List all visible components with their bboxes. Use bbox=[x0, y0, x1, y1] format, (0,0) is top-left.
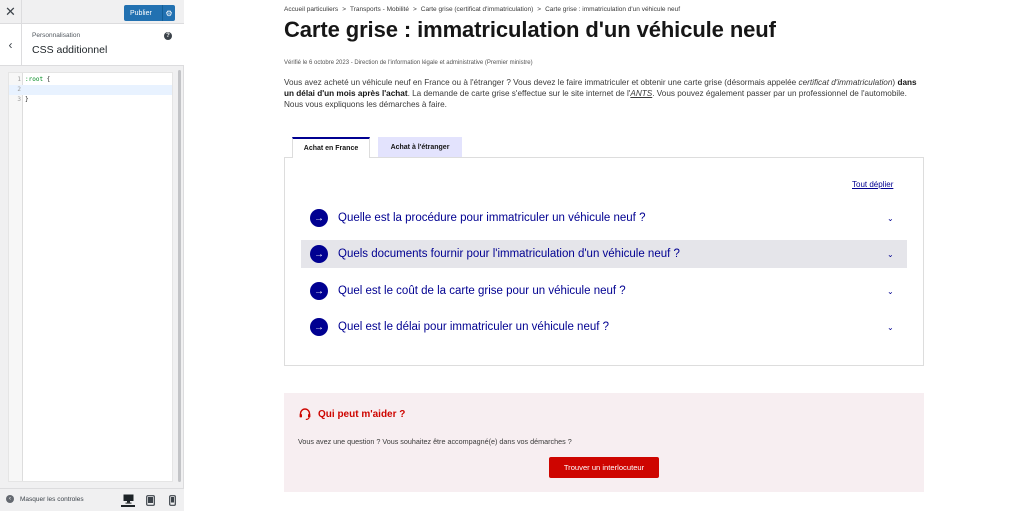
customizer-footer bbox=[0, 488, 184, 511]
breadcrumb bbox=[284, 6, 680, 13]
sidebar-scrollbar[interactable] bbox=[178, 70, 181, 482]
faq-item-cout[interactable] bbox=[301, 277, 907, 305]
section-title: CSS additionnel bbox=[32, 44, 108, 56]
tab-achat-etranger[interactable]: Achat à l'étranger bbox=[378, 137, 462, 157]
tab-achat-france[interactable]: Achat en France bbox=[292, 137, 370, 158]
line-number: 2 bbox=[17, 86, 21, 93]
help-text: Vous avez une question ? Vous souhaitez être accompagné(e) dans vos démarches ? bbox=[298, 437, 572, 446]
help-icon[interactable]: ? bbox=[164, 32, 172, 40]
tablet-preview-icon[interactable] bbox=[143, 493, 157, 507]
publish-label: Publier bbox=[130, 9, 152, 17]
mobile-preview-icon[interactable] bbox=[165, 493, 179, 507]
code-line[interactable] bbox=[9, 75, 172, 85]
ants-link[interactable]: ANTS bbox=[630, 89, 653, 98]
faq-question: Quelle est la procédure pour immatriculer un véhicule neuf ? bbox=[338, 212, 646, 224]
faq-question: Quels documents fournir pour l'immatriculation d'un véhicule neuf ? bbox=[338, 248, 680, 260]
code-brace: { bbox=[43, 76, 51, 83]
faq-item-documents[interactable] bbox=[301, 240, 907, 268]
intro-text: Vous avez acheté un véhicule neuf en France ou à l'étranger ? Vous devez le faire immatriculer et obtenir une carte grise (désormais appelée bbox=[284, 78, 799, 87]
breadcrumb-item[interactable]: Carte grise (certificat d'immatriculation) bbox=[420, 6, 534, 13]
faq-question: Quel est le délai pour immatriculer un véhicule neuf ? bbox=[338, 321, 610, 333]
customizer-sidebar bbox=[0, 0, 184, 511]
line-number: 3 bbox=[17, 96, 21, 103]
intro-paragraph bbox=[284, 77, 924, 110]
back-icon[interactable]: ‹ bbox=[0, 24, 22, 66]
close-icon[interactable]: ✕ bbox=[0, 0, 22, 24]
customizer-header bbox=[0, 0, 184, 24]
breadcrumb-separator: > bbox=[342, 6, 346, 13]
section-breadcrumb: Personnalisation bbox=[32, 32, 81, 39]
css-editor[interactable] bbox=[8, 72, 173, 482]
hide-controls-label: Masquer les controles bbox=[20, 495, 84, 503]
editor-gutter bbox=[9, 73, 23, 481]
site-preview bbox=[185, 0, 1024, 511]
arrow-right-icon: → bbox=[310, 209, 328, 227]
help-title bbox=[298, 407, 405, 421]
breadcrumb-separator: > bbox=[412, 6, 417, 13]
intro-text: ) bbox=[892, 78, 898, 87]
help-title-text: Qui peut m'aider ? bbox=[318, 408, 406, 420]
find-contact-button[interactable]: Trouver un interlocuteur bbox=[549, 457, 659, 478]
intro-italic: certificat d'immatriculation bbox=[798, 78, 893, 87]
faq-item-procedure[interactable] bbox=[301, 204, 907, 232]
hide-controls-button[interactable] bbox=[6, 495, 84, 503]
code-line-active[interactable] bbox=[9, 85, 172, 95]
code-line[interactable] bbox=[9, 95, 172, 105]
chevron-down-icon: ⌄ bbox=[887, 213, 894, 223]
verified-date: Vérifié le 6 octobre 2023 - Direction de l'information légale et administrative (Premier ministre) bbox=[284, 60, 533, 66]
intro-text: . La demande de carte grise s'effectue sur le site internet de l' bbox=[407, 89, 631, 98]
desktop-preview-icon[interactable] bbox=[121, 493, 135, 507]
gear-icon[interactable]: ⚙ bbox=[162, 5, 175, 21]
publish-button[interactable] bbox=[124, 5, 175, 21]
faq-item-delai[interactable] bbox=[301, 313, 907, 341]
chevron-down-icon: ⌄ bbox=[887, 249, 894, 259]
intro-text: . Vous pouvez également passer par un professionnel de l'automobile. Nous vous expliquons les démarches à faire. bbox=[284, 89, 907, 109]
breadcrumb-current: Carte grise : immatriculation d'un véhicule neuf bbox=[545, 6, 680, 13]
arrow-right-icon: → bbox=[310, 245, 328, 263]
section-header bbox=[0, 24, 184, 66]
arrow-right-icon: → bbox=[310, 318, 328, 336]
breadcrumb-item[interactable]: Transports - Mobilité bbox=[349, 6, 409, 13]
help-box bbox=[284, 393, 924, 492]
intro-bold: dans un délai d'un mois après l'achat bbox=[284, 78, 917, 98]
chevron-down-icon: ⌄ bbox=[887, 286, 894, 296]
chevron-down-icon: ⌄ bbox=[887, 322, 894, 332]
code-text: } bbox=[25, 96, 29, 103]
code-text bbox=[25, 75, 50, 85]
line-number: 1 bbox=[17, 76, 21, 83]
headset-icon bbox=[298, 407, 312, 421]
breadcrumb-separator: > bbox=[537, 6, 542, 13]
expand-all-link[interactable]: Tout déplier bbox=[852, 180, 894, 189]
code-selector: :root bbox=[25, 76, 44, 83]
collapse-icon: ‹ bbox=[6, 495, 14, 503]
breadcrumb-item[interactable]: Accueil particuliers bbox=[284, 6, 339, 13]
faq-question: Quel est le coût de la carte grise pour un véhicule neuf ? bbox=[338, 285, 626, 297]
page-title: Carte grise : immatriculation d'un véhicule neuf bbox=[284, 17, 776, 42]
arrow-right-icon: → bbox=[310, 282, 328, 300]
